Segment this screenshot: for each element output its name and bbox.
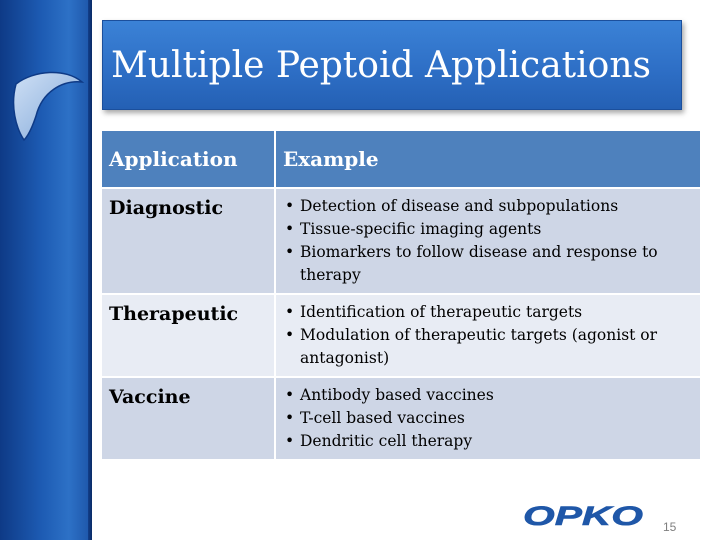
bullet-icon: • xyxy=(285,326,295,344)
slide-title: Multiple Peptoid Applications xyxy=(111,45,651,86)
bullet-icon: • xyxy=(285,243,295,261)
application-name: Therapeutic xyxy=(102,294,275,377)
applications-table xyxy=(102,131,700,459)
list-item: • Tissue-specific imaging agents xyxy=(282,218,696,241)
table-row-diagnostic xyxy=(102,188,700,294)
left-decorative-bar xyxy=(0,0,92,540)
opko-logo xyxy=(521,502,645,528)
bullet-icon: • xyxy=(285,220,295,238)
list-item: • T-cell based vaccines xyxy=(282,407,696,430)
list-item: • Biomarkers to follow disease and response to therapy xyxy=(285,243,658,284)
table-row-vaccine xyxy=(102,377,700,459)
list-item: • Identification of therapeutic targets xyxy=(282,301,696,324)
table-row-therapeutic xyxy=(102,294,700,377)
title-banner xyxy=(102,20,682,110)
example-list xyxy=(282,195,696,287)
example-cell xyxy=(275,294,700,377)
list-item: • Antibody based vaccines xyxy=(282,384,696,407)
bullet-icon: • xyxy=(285,432,295,450)
list-item: • Modulation of therapeutic targets (agonist or antagonist) xyxy=(285,326,658,367)
header-application: Application xyxy=(102,131,275,188)
page-number: 15 xyxy=(663,520,677,534)
list-item: • Dendritic cell therapy xyxy=(282,430,696,453)
example-list xyxy=(282,384,696,453)
left-bar-edge xyxy=(88,0,92,540)
bullet-icon: • xyxy=(285,303,295,321)
bullet-icon: • xyxy=(285,386,295,404)
table-header-row xyxy=(102,131,700,188)
header-example: Example xyxy=(275,131,700,188)
bullet-icon: • xyxy=(285,197,295,215)
example-cell xyxy=(275,377,700,459)
example-cell xyxy=(275,188,700,294)
bullet-icon: • xyxy=(285,409,295,427)
list-item: • Detection of disease and subpopulations xyxy=(282,195,696,218)
opko-logo-text: OPKO xyxy=(523,502,643,528)
swoosh-logo-icon xyxy=(6,62,86,152)
example-list xyxy=(282,301,696,370)
application-name: Diagnostic xyxy=(102,188,275,294)
application-name: Vaccine xyxy=(102,377,275,459)
